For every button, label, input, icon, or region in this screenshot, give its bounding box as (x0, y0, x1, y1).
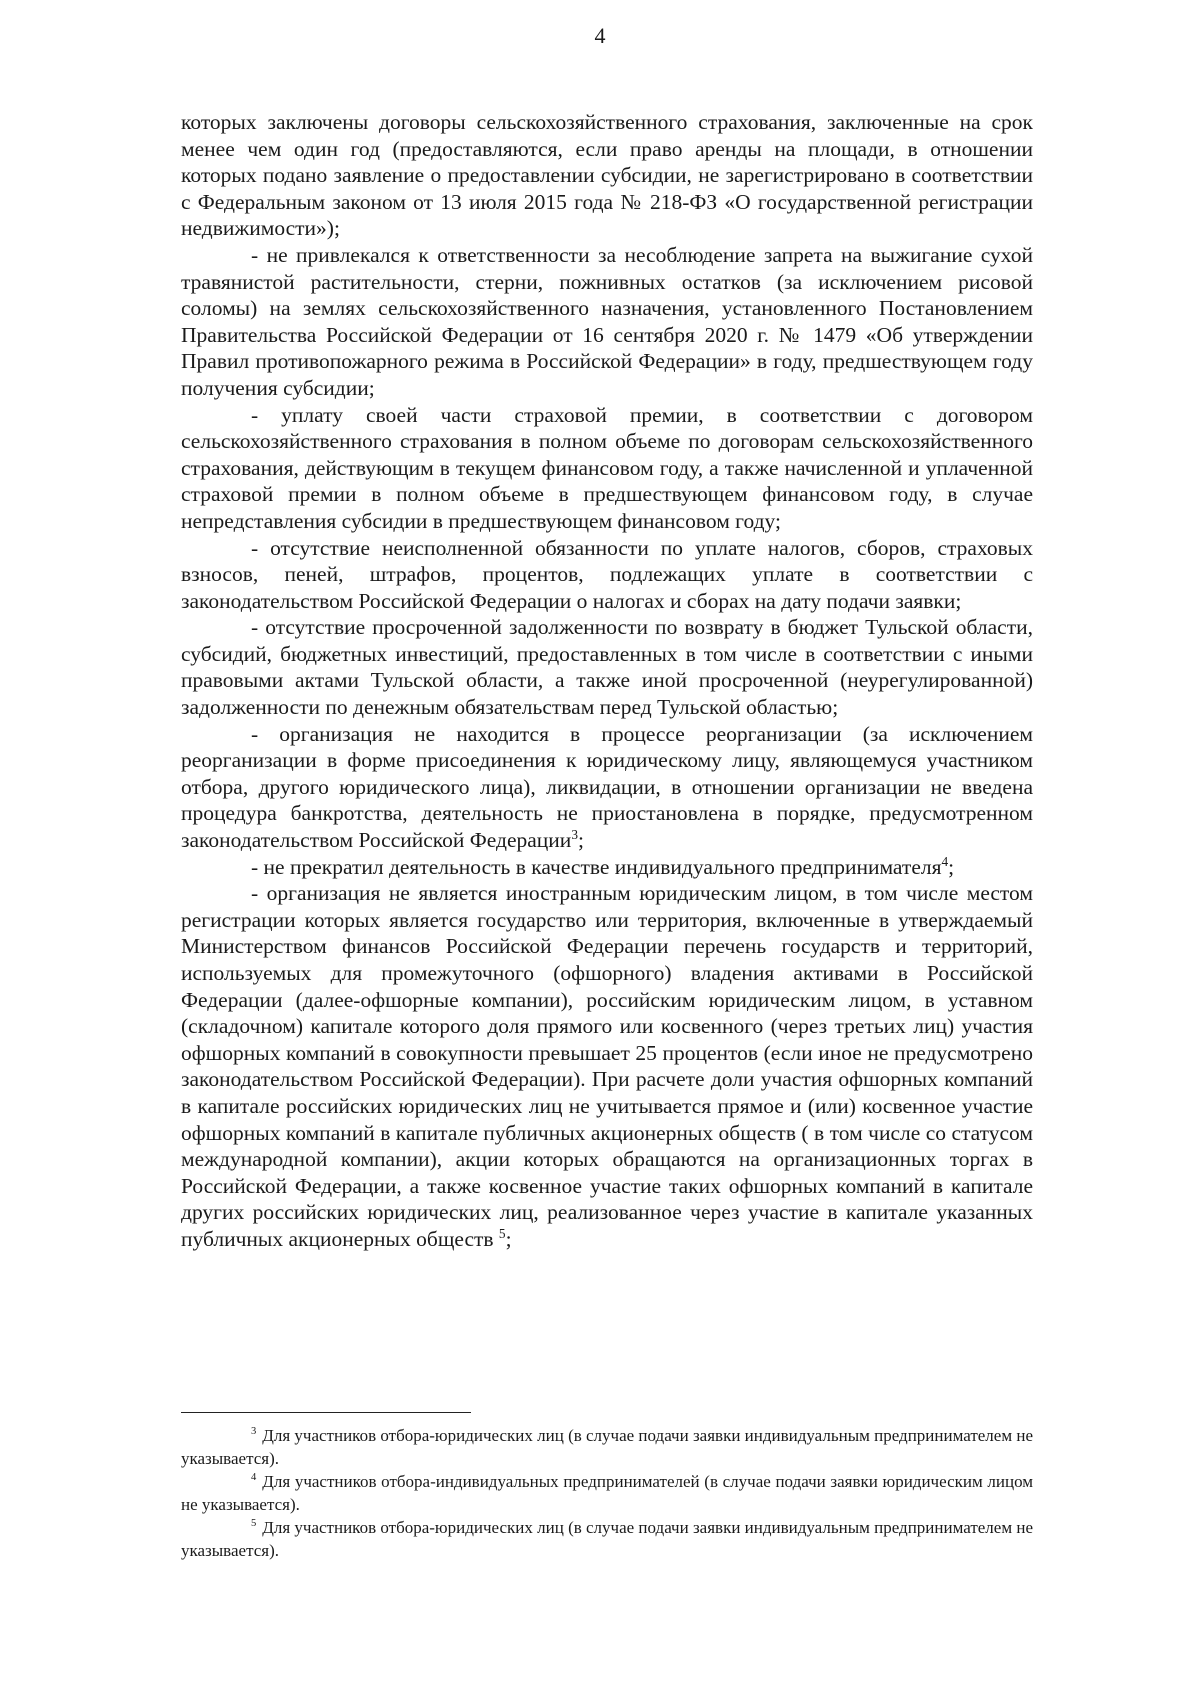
paragraph-text: - уплату своей части страховой премии, в соответствии с договором сельскохозяйственного страхования в полном объеме по договорам сельскохозяйственного страхования, действующим в текущем финансовом году, а также начисленной и уплаченной страховой премии в полном объеме в предшествующем финансовом году, в случае непредставления субсидии в предшествующем финансовом году; (181, 402, 1033, 533)
paragraph-tail: ; (505, 1226, 512, 1251)
paragraph-text: которых заключены договоры сельскохозяйственного страхования, заключенные на срок менее чем один год (предоставляются, если право аренды на площади, в отношении которых подано заявление о предоставлении субсидии, не зарегистрировано в соответствии с Федеральным законом от 13 июля 2015 года № 218-ФЗ «О государственной регистрации недвижимости»); (181, 110, 1033, 241)
paragraph-no-tax-debt (181, 535, 1033, 615)
paragraph-text: - не привлекался к ответственности за несоблюдение запрета на выжигание сухой травянистой растительности, стерни, пожнивных остатков (за исключением рисовой соломы) на землях сельскохозяйственного назначения, установленного Постановлением Правительства Российской Федерации от 16 сентября 2020 г. № 1479 «Об утверждении Правил противопожарного режима в Российской Федерации» в году, предшествующем году получения субсидии; (181, 242, 1033, 400)
paragraph-premium-payment (181, 402, 1033, 535)
footnote-text: Для участников отбора-юридических лиц (в случае подачи заявки индивидуальным предпринимателем не указывается). (181, 1426, 1033, 1468)
main-text (181, 109, 1033, 1253)
footnotes (181, 1425, 1033, 1563)
paragraph-tail: ; (577, 828, 584, 853)
footnote-text: Для участников отбора-индивидуальных предпринимателей (в случае подачи заявки юридическим лицом не указывается). (181, 1472, 1033, 1514)
footnote-reference: 3 (571, 826, 578, 842)
footnote-4 (181, 1471, 1033, 1516)
footnote-reference: 4 (941, 853, 949, 869)
paragraph-no-reorganization (181, 721, 1033, 854)
paragraph-no-budget-debt (181, 614, 1033, 720)
footnote-reference: 5 (498, 1225, 506, 1241)
paragraph-text: - организация не является иностранным юридическим лицом, в том числе местом регистрации которых является государство или территория, включенные в утверждаемый Министерством финансов Российской Федерации перечень государств и территорий, используемых для промежуточного (офшорного) владения активами в Российской Федерации (далее-офшорные компании), российским юридическим лицом, в уставном (складочном) капитале которого доля прямого или косвенного (через третьих лиц) участия офшорных компаний в совокупности превышает 25 процентов (если иное не предусмотрено законодательством Российской Федерации). При расчете доли участия офшорных компаний в капитале российских юридических лиц не учитывается прямое и (или) косвенное участие офшорных компаний в капитале публичных акционерных обществ ( в том числе со статусом международной компании), акции которых обращаются на организационных торгах в Российской Федерации, а также косвенное участие таких офшорных компаний в капитале других российских юридических лиц, реализованное через участие в капитале указанных публичных акционерных обществ (181, 881, 1033, 1251)
footnote-3 (181, 1425, 1033, 1470)
paragraph-text: - организация не находится в процессе реорганизации (за исключением реорганизации в форме присоединения к юридическому лицу, являющемуся участником отбора, другого юридического лица), ликвидации, в отношении организации не введена процедура банкротства, деятельность не приостановлена в порядке, предусмотренном законодательством Российской Федерации (181, 721, 1033, 853)
paragraph-not-ceased-activity (181, 854, 1033, 881)
page-number: 4 (594, 23, 606, 48)
paragraph-tail: ; (948, 854, 955, 879)
paragraph-continuation (181, 109, 1033, 242)
paragraph-text: - отсутствие просроченной задолженности по возврату в бюджет Тульской области, субсидий, бюджетных инвестиций, предоставленных в том числе в соответствии с иными правовыми актами Тульской области, а также иной просроченной (неурегулированной) задолженности по денежным обязательствам перед Тульской областью; (181, 615, 1033, 720)
footnote-mark: 3 (251, 1426, 257, 1438)
footnote-mark: 5 (251, 1518, 257, 1530)
footnote-separator (181, 1412, 471, 1413)
paragraph-not-foreign-entity (181, 880, 1033, 1252)
footnote-mark: 4 (251, 1472, 257, 1484)
footnote-text: Для участников отбора-юридических лиц (в случае подачи заявки индивидуальным предпринимателем не указывается). (181, 1518, 1033, 1560)
paragraph-text: - не прекратил деятельность в качестве индивидуального предпринимателя (251, 854, 942, 879)
footnote-5 (181, 1517, 1033, 1562)
paragraph-text: - отсутствие неисполненной обязанности по уплате налогов, сборов, страховых взносов, пеней, штрафов, процентов, подлежащих уплате в соответствии с законодательством Российской Федерации о налогах и сборах на дату подачи заявки; (181, 535, 1033, 613)
paragraph-no-liability-burning (181, 242, 1033, 402)
